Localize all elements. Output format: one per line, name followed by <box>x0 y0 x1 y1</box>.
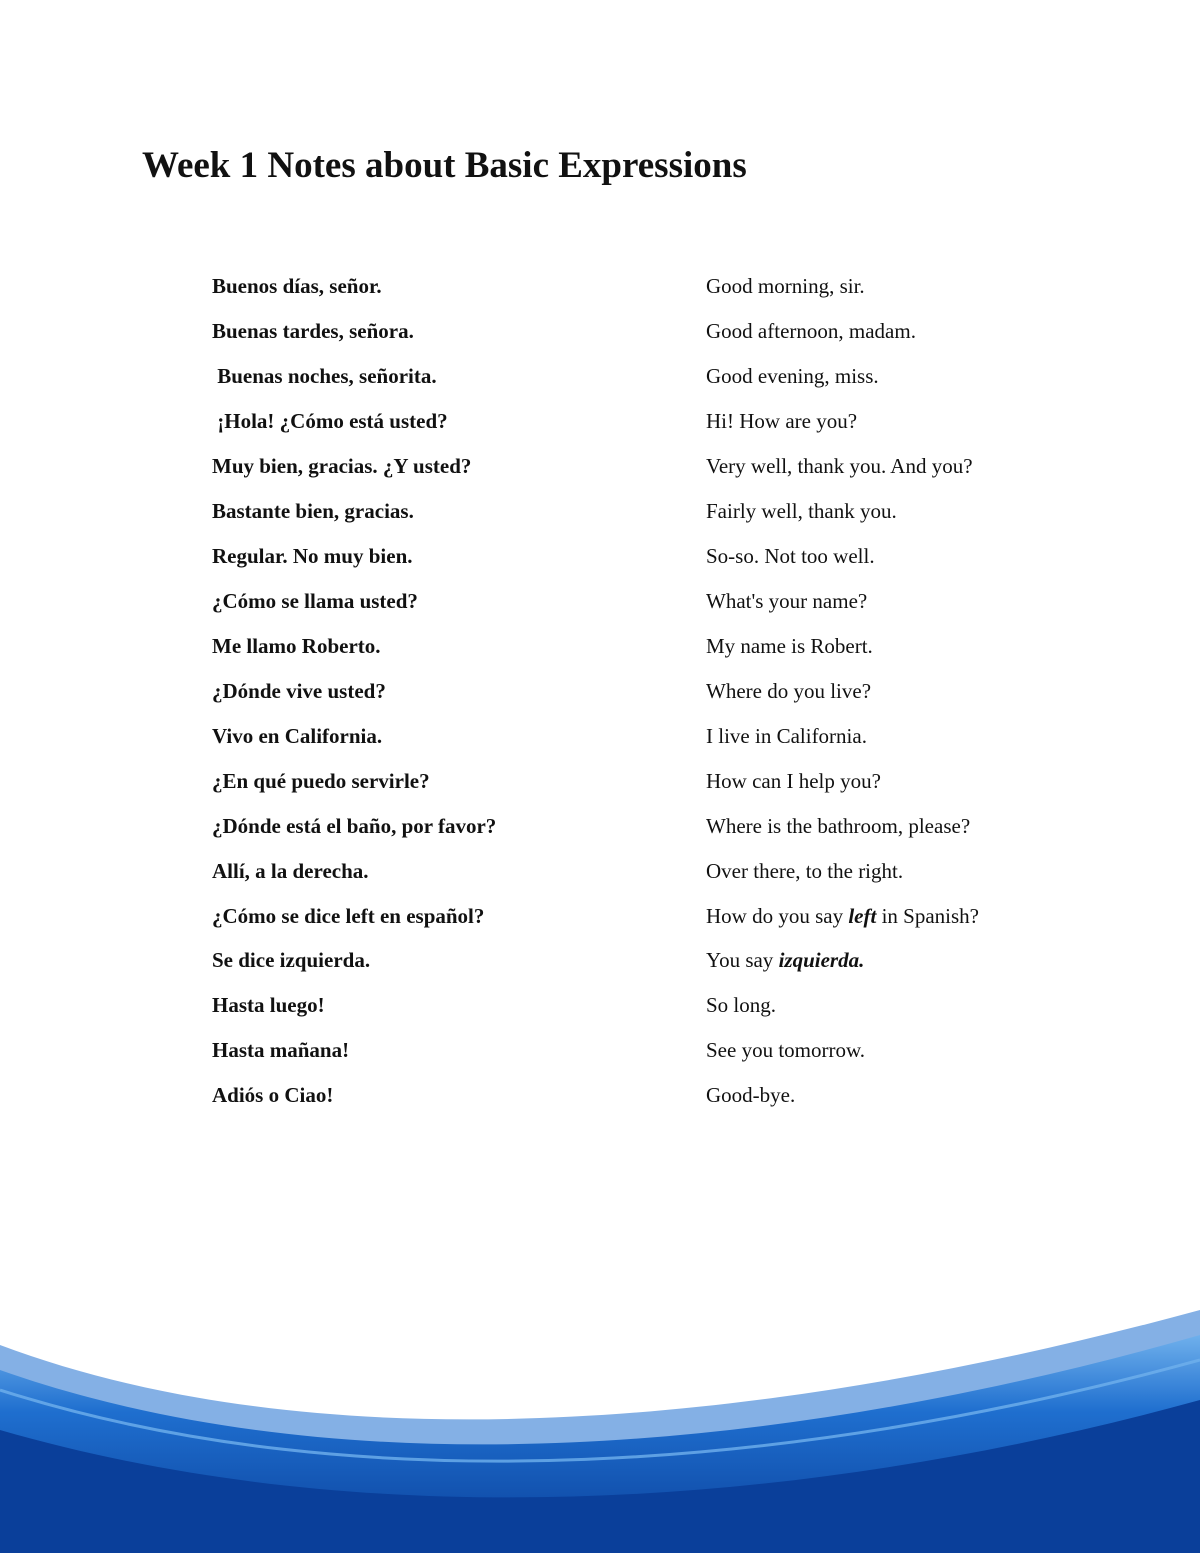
english-translation: I live in California. <box>706 724 867 748</box>
spanish-phrase: Hasta luego! <box>212 993 325 1017</box>
spanish-phrase: ¿Dónde vive usted? <box>212 679 386 703</box>
spanish-phrase: Regular. No muy bien. <box>212 544 413 568</box>
expression-row <box>0 1035 1200 1080</box>
expression-row <box>0 811 1200 856</box>
expression-row <box>0 721 1200 766</box>
english-translation: Where is the bathroom, please? <box>706 814 971 838</box>
spanish-phrase: ¿Dónde está el baño, por favor? <box>212 814 497 838</box>
spanish-phrase: ¿Cómo se llama usted? <box>212 589 418 613</box>
english-translation: What's your name? <box>706 589 868 613</box>
spanish-phrase: Buenas tardes, señora. <box>212 319 414 343</box>
spanish-phrase: Se dice izquierda. <box>212 948 371 972</box>
expression-row <box>0 451 1200 496</box>
expression-row <box>0 406 1200 451</box>
spanish-phrase: Bastante bien, gracias. <box>212 499 414 523</box>
expression-row <box>0 945 1200 990</box>
expression-row <box>0 856 1200 901</box>
english-translation <box>706 901 979 931</box>
english-translation <box>706 945 864 975</box>
english-translation: So-so. Not too well. <box>706 544 875 568</box>
spanish-phrase: Buenos días, señor. <box>212 274 382 298</box>
english-translation: Very well, thank you. And you? <box>706 454 973 478</box>
spanish-phrase: Allí, a la derecha. <box>212 859 369 883</box>
spanish-phrase: Muy bien, gracias. ¿Y usted? <box>212 454 472 478</box>
spanish-phrase: ¿Cómo se dice left en español? <box>212 904 485 928</box>
footer-wave-decoration <box>0 1290 1200 1553</box>
spanish-phrase: ¿En qué puedo servirle? <box>212 769 430 793</box>
spanish-phrase: Vivo en California. <box>212 724 383 748</box>
expression-row <box>0 316 1200 361</box>
page-title: Week 1 Notes about Basic Expressions <box>142 145 747 186</box>
english-translation: So long. <box>706 993 777 1017</box>
expression-row <box>0 541 1200 586</box>
spanish-phrase: Hasta mañana! <box>212 1038 350 1062</box>
english-translation: Good-bye. <box>706 1083 796 1107</box>
expression-row <box>0 766 1200 811</box>
expression-row <box>0 361 1200 406</box>
expression-row <box>0 901 1200 946</box>
english-translation: Fairly well, thank you. <box>706 499 897 523</box>
spanish-phrase: Me llamo Roberto. <box>212 634 381 658</box>
expression-row <box>0 631 1200 676</box>
expression-row <box>0 1080 1200 1125</box>
translation-text: How do you say <box>706 904 849 928</box>
english-translation: Good evening, miss. <box>706 364 879 388</box>
expression-row <box>0 496 1200 541</box>
english-translation: Over there, to the right. <box>706 859 904 883</box>
translation-text: You say <box>706 948 779 972</box>
expression-row <box>0 271 1200 316</box>
spanish-phrase: Adiós o Ciao! <box>212 1083 334 1107</box>
english-translation: How can I help you? <box>706 769 881 793</box>
english-translation: Where do you live? <box>706 679 872 703</box>
emphasized-word: left <box>848 904 877 928</box>
spanish-phrase: Buenas noches, señorita. <box>212 364 437 388</box>
english-translation: Good afternoon, madam. <box>706 319 916 343</box>
spanish-phrase: ¡Hola! ¿Cómo está usted? <box>212 409 448 433</box>
expression-row <box>0 990 1200 1035</box>
emphasized-word: izquierda. <box>778 948 865 972</box>
english-translation: My name is Robert. <box>706 634 873 658</box>
expression-row <box>0 676 1200 721</box>
translation-text: in Spanish? <box>876 904 979 928</box>
english-translation: Hi! How are you? <box>706 409 858 433</box>
expression-row <box>0 586 1200 631</box>
english-translation: Good morning, sir. <box>706 274 865 298</box>
english-translation: See you tomorrow. <box>706 1038 866 1062</box>
